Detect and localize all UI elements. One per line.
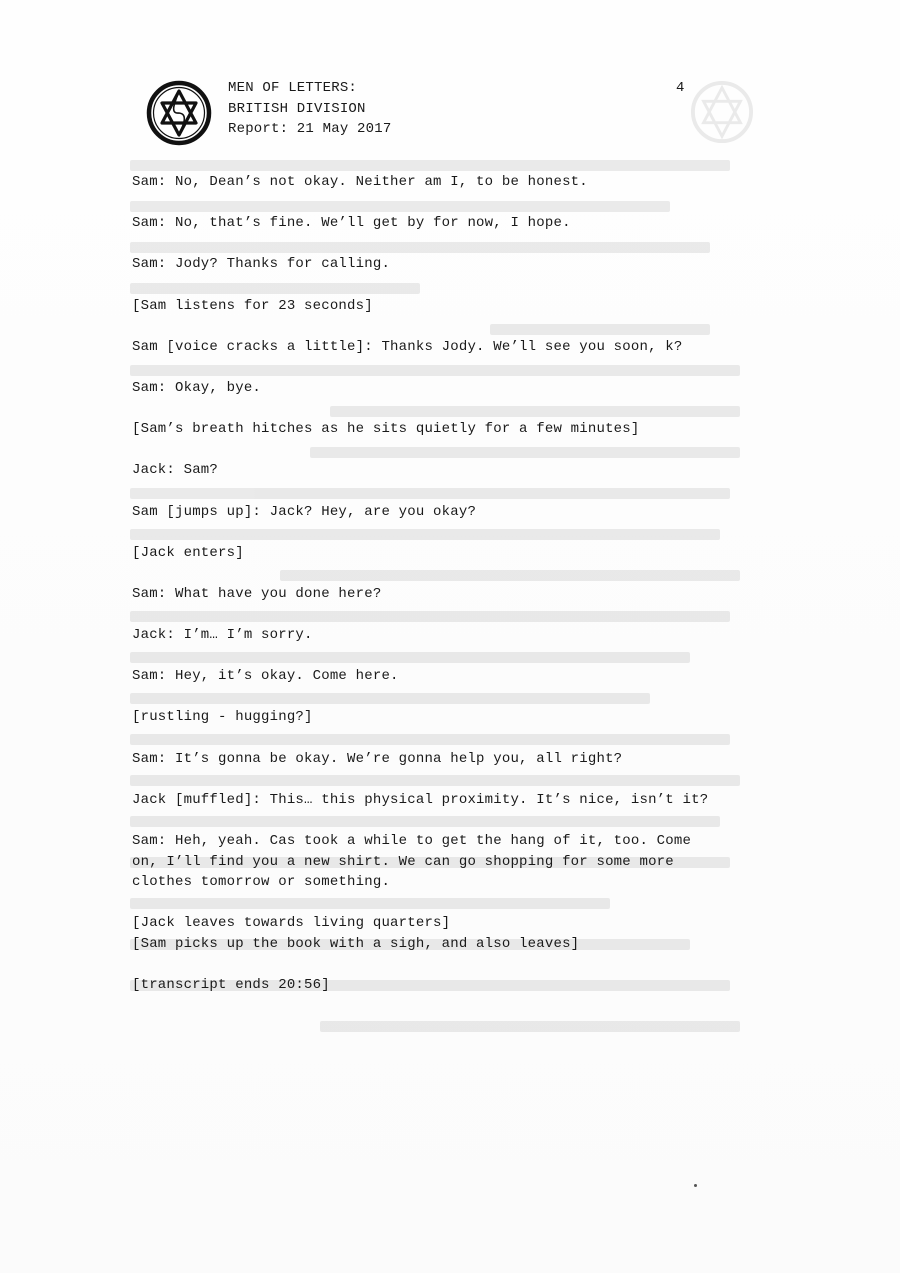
- transcript-line: [Jack leaves towards living quarters]: [132, 915, 451, 932]
- transcript-line: Sam: Hey, it’s okay. Come here.: [132, 668, 399, 685]
- transcript-line: [Sam’s breath hitches as he sits quietly for a few minutes]: [132, 421, 640, 438]
- header-text-block: [228, 78, 391, 140]
- transcript-line: [Sam picks up the book with a sigh, and also leaves]: [132, 935, 580, 952]
- transcript-line: [rustling - hugging?]: [132, 709, 313, 726]
- transcript-line: Jack [muffled]: This… this physical proximity. It’s nice, isn’t it?: [132, 791, 709, 808]
- transcript-line: Sam: No, that’s fine. We’ll get by for now, I hope.: [132, 215, 571, 232]
- paper-speck: [694, 1184, 697, 1187]
- transcript-line: Sam: It’s gonna be okay. We’re gonna help you, all right?: [132, 750, 623, 767]
- transcript-line: Sam [voice cracks a little]: Thanks Jody. We’ll see you soon, k?: [132, 338, 683, 355]
- transcript-line: Jack: Sam?: [132, 462, 219, 479]
- unicursal-hexagram-icon: [146, 80, 212, 146]
- transcript-line: Sam [jumps up]: Jack? Hey, are you okay?: [132, 503, 477, 520]
- transcript-line: Sam: Jody? Thanks for calling.: [132, 256, 391, 273]
- page-number: 4: [676, 80, 685, 96]
- transcript-line: Sam: What have you done here?: [132, 585, 382, 602]
- transcript-line: Sam: Okay, bye.: [132, 379, 262, 396]
- transcript-body: [132, 172, 772, 1016]
- report-date-line: Report: 21 May 2017: [228, 121, 392, 137]
- transcript-line: Sam: No, Dean’s not okay. Neither am I, to be honest.: [132, 174, 588, 190]
- org-name-line: MEN OF LETTERS:: [228, 80, 358, 96]
- transcript-line: Jack: I’m… I’m sorry.: [132, 627, 313, 644]
- division-line: BRITISH DIVISION: [228, 100, 366, 117]
- transcript-line: Sam: Heh, yeah. Cas took a while to get the hang of it, too. Come on, I’ll find you a new shirt. We can go shopping for some more clothes tomorrow or something.: [132, 833, 692, 890]
- transcript-line: [transcript ends 20:56]: [132, 976, 330, 993]
- report-header: [146, 78, 706, 150]
- transcript-line: [Jack enters]: [132, 544, 244, 561]
- transcript-line: [Sam listens for 23 seconds]: [132, 297, 373, 314]
